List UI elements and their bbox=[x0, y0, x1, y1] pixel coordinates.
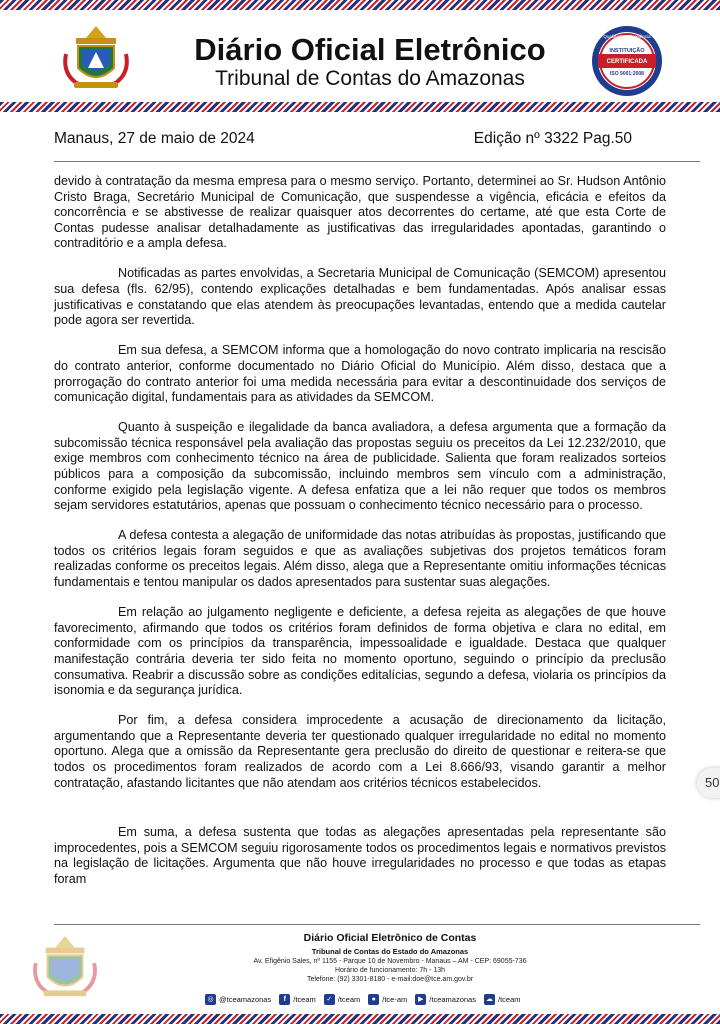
header-title: Diário Oficial Eletrônico bbox=[194, 32, 546, 67]
body-paragraph: Em sua defesa, a SEMCOM informa que a homologação do novo contrato implicaria na rescisão do contrato anterior, conforme documentado no Diário Oficial do Município. Além disso, destaca que a prorrogação do contrato anterior foi uma medida necessária para evitar a descontinuidade dos serviços de comunicação digital, fundamentais para as atividades da SEMCOM. bbox=[54, 343, 666, 405]
body-paragraph: Em relação ao julgamento negligente e deficiente, a defesa rejeita as alegações de que houve favorecimento, afirmando que todos os critérios foram definidos de forma objetiva e clara no edital, em conformidade com os princípios da transparência, impessoalidade e igualdade. Destaca que qualquer manifestação contrária deveria ter sido feita no momento oportuno, seguindo o princípio da preclusão consumativa. Reabrir a discussão sobre as condições editalícias, segundo a defesa, violaria os princípios da isonomia e da segurança jurídica. bbox=[54, 605, 666, 698]
soundcloud-icon: ☁ bbox=[485, 996, 493, 1003]
certification-badge bbox=[590, 24, 664, 98]
publication-date: Manaus, 27 de maio de 2024 bbox=[54, 130, 255, 147]
top-stripe bbox=[0, 0, 720, 10]
social-link-facebook[interactable] bbox=[279, 994, 316, 1005]
badge-line-2: CERTIFICADA bbox=[606, 59, 648, 65]
social-label: @tceamazonas bbox=[219, 995, 272, 1004]
footer-title: Diário Oficial Eletrônico de Contas bbox=[303, 932, 477, 944]
coat-of-arms-logo bbox=[60, 24, 132, 96]
social-link-youtube[interactable] bbox=[415, 994, 476, 1005]
page-number-tab[interactable]: 50 bbox=[697, 768, 720, 798]
social-label: /tceamazonas bbox=[429, 995, 476, 1004]
body-paragraph: A defesa contesta a alegação de uniformidade das notas atribuídas às propostas, justificando que todos os critérios legais foram seguidos e que as avaliações subjetivas dos projetos temáticos foram realizadas conforme os preceitos legais. Além disso, alega que a Representante omitiu informações técnicas fundamentais e tentou manipular os dados apresentados para sustentar suas alegações. bbox=[54, 528, 666, 590]
footer-hours: Horário de funcionamento: 7h - 13h bbox=[334, 967, 446, 974]
social-link-instagram[interactable] bbox=[205, 994, 271, 1005]
document-body bbox=[54, 174, 666, 902]
header-bottom-stripe bbox=[0, 102, 720, 112]
social-link-twitter[interactable] bbox=[324, 994, 361, 1005]
social-label: /tceam bbox=[293, 995, 316, 1004]
flickr-icon: ● bbox=[368, 994, 379, 1005]
footer-rule bbox=[54, 924, 700, 925]
footer-coat-of-arms-logo bbox=[30, 934, 100, 1004]
body-paragraph: devido à contratação da mesma empresa para o mesmo serviço. Portanto, determinei ao Sr. Hudson Antônio Cristo Braga, Secretário Municipal de Comunicação, que suspendesse a vigência, eficácia e efeitos da concorrência e se abstivesse de realizar quaisquer atos decorrentes do certame, até que esta Corte de Contas pudesse analisar detalhadamente as justificativas das irregularidades apontadas, garantindo o contraditório e a ampla defesa. bbox=[54, 174, 666, 251]
footer-info bbox=[200, 932, 580, 983]
social-label: /tceam bbox=[497, 995, 521, 1004]
social-link-soundcloud[interactable] bbox=[484, 994, 521, 1005]
body-paragraph: Quanto à suspeição e ilegalidade da banca avaliadora, a defesa argumenta que a formação da subcomissão técnica responsável pela avaliação das propostas seguiu os preceitos da Lei 12.232/2010, que exige membros com conhecimento técnico na área de publicidade. Salienta que foram realizados sorteios públicos para a composição da subcomissão, incluindo membros sem vínculo com a administração, conforme exigido pela legislação vigente. A defesa enfatiza que a lei não requer que todos os membros sejam servidores estatutários, apenas que possuam o conhecimento técnico necessário para o processo. bbox=[54, 420, 666, 513]
footer-address: Av. Efigênio Sales, nº 1155 - Parque 10 de Novembro - Manaus – AM - CEP: 69055-736 bbox=[253, 958, 527, 965]
badge-line-3: ISO 9001:2008 bbox=[610, 71, 644, 77]
footer-org: Tribunal de Contas do Estado do Amazonas bbox=[311, 947, 469, 956]
badge-top-text: Qualidade e Excelência bbox=[603, 34, 651, 39]
bottom-stripe bbox=[0, 1014, 720, 1024]
badge-line-1: INSTITUIÇÃO bbox=[609, 48, 645, 54]
social-link-flickr[interactable] bbox=[368, 994, 407, 1005]
header-rule bbox=[54, 161, 700, 162]
social-label: /tceam bbox=[337, 995, 361, 1004]
edition-number: Edição nº 3322 Pag.50 bbox=[473, 130, 632, 147]
body-paragraph: Em suma, a defesa sustenta que todas as alegações apresentadas pela representante são improcedentes, pois a SEMCOM seguiu rigorosamente todos os procedimentos legais e normativos previstos na legislação de licitações. Argumenta que não houve irregularidades no processo e que todas as etapas foram bbox=[54, 825, 666, 886]
social-label: /tce-am bbox=[382, 995, 408, 1004]
header-subtitle: Tribunal de Contas do Amazonas bbox=[215, 67, 525, 90]
social-links bbox=[205, 994, 605, 1005]
body-paragraph: Por fim, a defesa considera improcedente a acusação de direcionamento da licitação, argumentando que a Representante deveria ter questionado qualquer irregularidade no edital no momento oportuno. Alega que a omissão da Representante gera preclusão do direito de questionar e reitera-se que todos os procedimentos foram realizados de acordo com a Lei 8.666/93, visando garantir a melhor contratação, afastando licitantes que não atendam aos critérios técnicos estabelecidos. bbox=[54, 713, 666, 790]
footer-contact: Telefone: (92) 3301-8180 - e-mail:doe@tce.am.gov.br bbox=[306, 976, 474, 983]
body-paragraph: Notificadas as partes envolvidas, a Secretaria Municipal de Comunicação (SEMCOM) apresentou sua defesa (fls. 62/95), contendo explicações detalhadas e bem fundamentadas. Após analisar essas justificativas e constatando que elas atendem às preocupações levantadas, entendo que a medida cautelar pode agora ser revertida. bbox=[54, 266, 666, 328]
youtube-icon: ▶ bbox=[415, 994, 426, 1005]
instagram-icon: ◎ bbox=[205, 994, 216, 1005]
facebook-icon: f bbox=[279, 994, 290, 1005]
twitter-icon: ✓ bbox=[324, 994, 335, 1005]
